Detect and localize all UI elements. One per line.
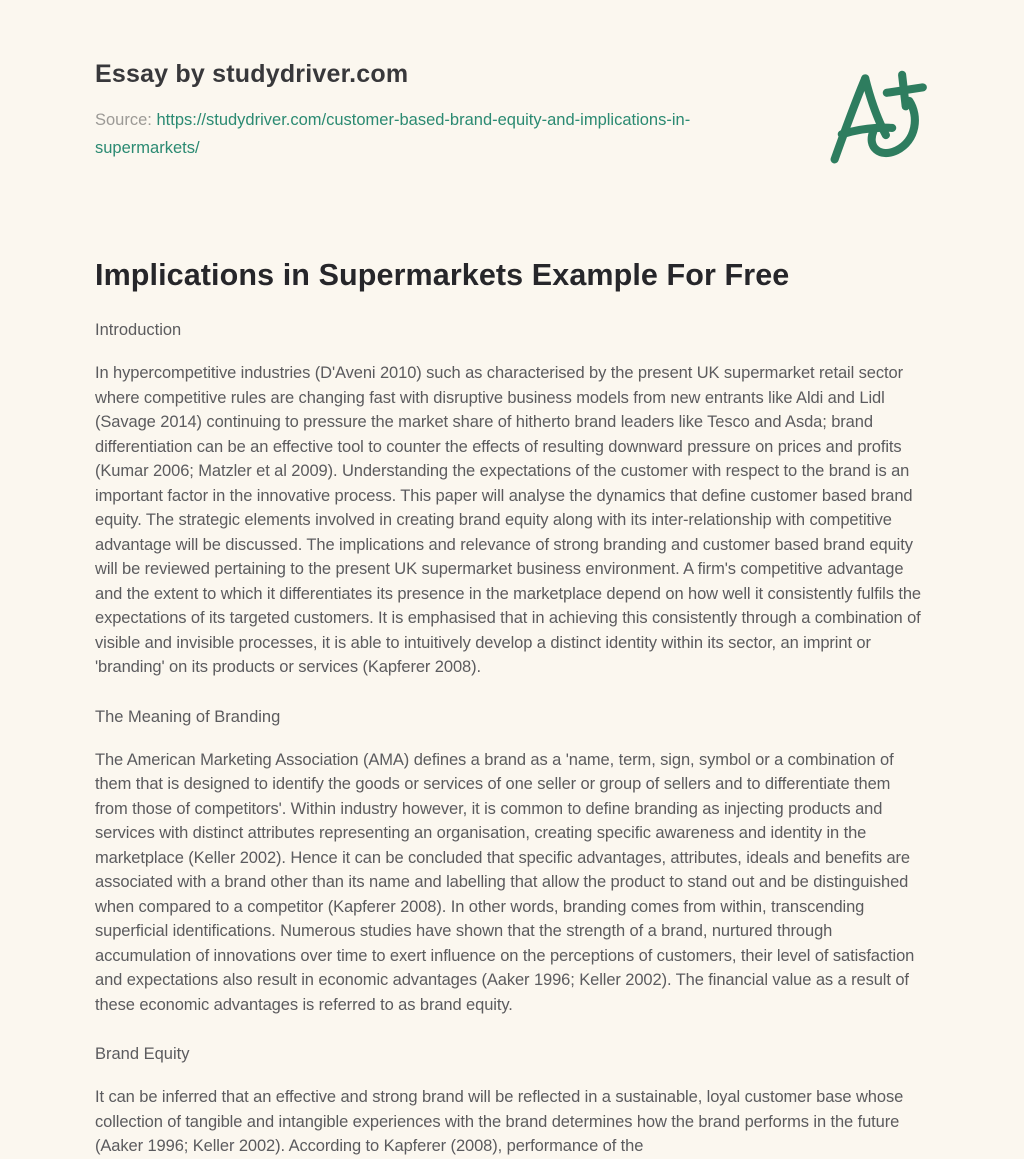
essay-content (95, 0, 926, 1159)
section-heading-brand-equity: Brand Equity (95, 1045, 190, 1063)
section-body-introduction: In hypercompetitive industries (D'Aveni 2010) such as characterised by the present UK supermarket retail sector where competitive rules are changing fast with disruptive business models from new entrants like Aldi and Lidl (Savage 2014) continuing to pressure the market share of hitherto brand leaders like Tesco and Asda; brand differentiation can be an effective tool to counter the effects of resulting downward pressure on prices and profits (Kumar 2006; Matzler et al 2009). Understanding the expectations of the customer with respect to the brand is an important factor in the innovative process. This paper will analyse the dynamics that define customer based brand equity. The strategic elements involved in creating brand equity along with its inter-relationship with competitive advantage will be discussed. The implications and relevance of strong branding and customer based brand equity will be reviewed pertaining to the present UK supermarket business environment. A firm's competitive advantage and the extent to which it differentiates its presence in the marketplace depend on how well it consistently fulfils the expectations of its targeted customers. It is emphasised that in achieving this consistently through a combination of visible and invisible processes, it is able to intuitively develop a distinct identity within its sector, an imprint or 'branding' on its products or services (Kapferer 2008). (95, 364, 922, 676)
source-label: Source: (95, 111, 152, 129)
source-line (95, 106, 743, 162)
section-heading-introduction: Introduction (95, 321, 182, 339)
section-body-meaning-of-branding: The American Marketing Association (AMA) defines a brand as a 'name, term, sign, symbol or a combination of them that is designed to identify the goods or services of one seller or group of sellers and to differentiate them from those of competitors'. Within industry however, it is common to define branding as injecting products and services with distinct attributes representing an organisation, creating specific awareness and identity in the marketplace (Keller 2002). Hence it can be concluded that specific advantages, attributes, ideals and benefits are associated with a brand other than its name and labelling that allow the product to stand out and be distinguished when compared to a competitor (Kapferer 2008). In other words, branding comes from within, transcending superficial identifications. Numerous studies have shown that the strength of a brand, nurtured through accumulation of innovations over time to exert influence on the perceptions of customers, their level of satisfaction and expectations also result in economic advantages (Aaker 1996; Keller 2002). The financial value as a result of these economic advantages is referred to as brand equity. (95, 750, 915, 1014)
section-body-brand-equity: It can be inferred that an effective and strong brand will be reflected in a sustainable, loyal customer base whose collection of tangible and intangible experiences with the brand determines how the brand performs in the future (Aaker 1996; Keller 2002). According to Kapferer (2008), performance of the (95, 1088, 904, 1155)
article-title: Implications in Supermarkets Example For Free (95, 258, 790, 292)
site-title: Essay by studydriver.com (95, 60, 409, 88)
section-heading-meaning-of-branding: The Meaning of Branding (95, 707, 281, 726)
source-url-link[interactable]: https://studydriver.com/customer-based-brand-equity-and-implications-in-supermarkets/ (95, 111, 691, 157)
